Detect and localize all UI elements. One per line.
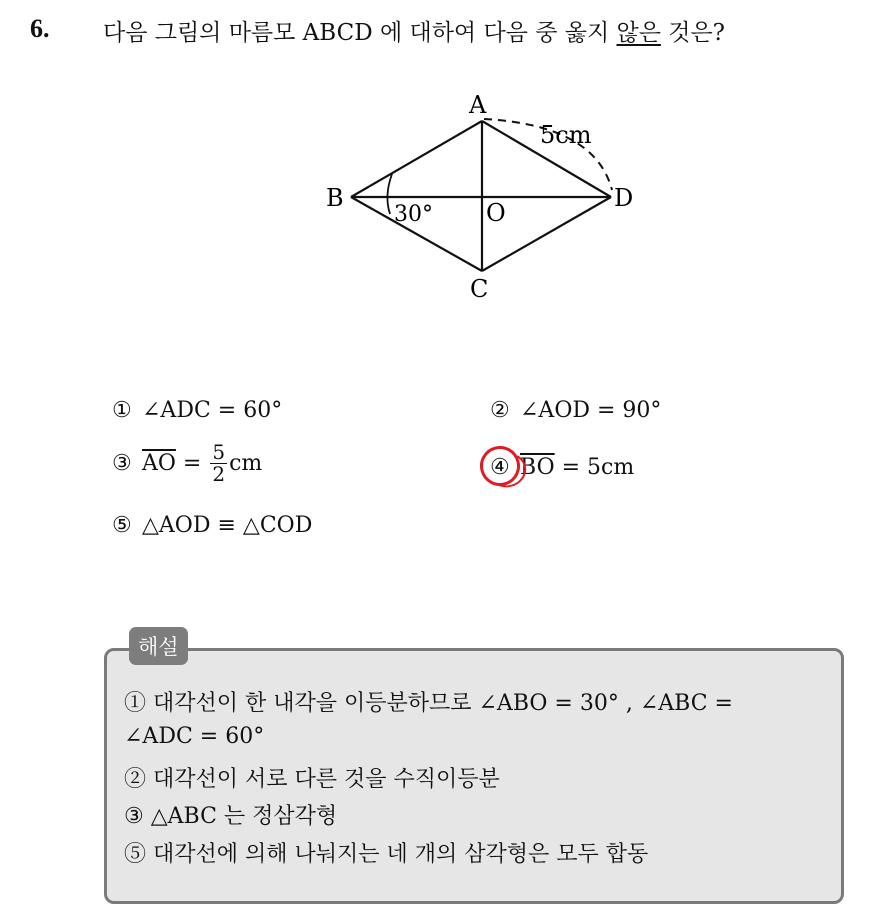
label-side-length: 5cm: [540, 121, 592, 149]
explanation-line-4: ③ △ABC 는 정삼각형: [124, 804, 338, 829]
label-c: C: [470, 275, 489, 303]
option-5-text: △AOD ≡ △COD: [142, 513, 313, 538]
option-3-unit: cm: [229, 451, 263, 476]
question-text-underlined: 않은: [616, 20, 661, 46]
explanation-line-3: ② 대각선이 서로 다른 것을 수직이등분: [124, 767, 500, 792]
option-2-number: ②: [490, 398, 510, 423]
question-text-after: 것은?: [660, 20, 725, 46]
explanation-line-2: ∠ADC = 60°: [124, 724, 265, 749]
option-3[interactable]: [112, 442, 262, 485]
question-number: 6.: [30, 14, 50, 43]
option-3-equals: =: [175, 451, 209, 476]
option-2[interactable]: [490, 398, 661, 423]
question-text-before: 다음 그림의 마름모 ABCD 에 대하여 다음 중 옳지: [103, 20, 617, 46]
option-4-segment: $\overline{BO}$: [520, 455, 555, 480]
option-2-text: ∠AOD = 90°: [520, 398, 662, 423]
question-text: [103, 14, 725, 47]
label-o: O: [486, 199, 506, 227]
option-3-fraction-numerator: 5: [212, 440, 226, 464]
option-4-text: = 5cm: [554, 455, 635, 480]
option-3-segment: $\overline{AO}$: [142, 451, 176, 476]
option-1-text: ∠ADC = 60°: [142, 398, 283, 423]
label-angle: 30°: [394, 202, 433, 227]
option-3-fraction-denominator: 2: [212, 462, 226, 486]
label-d: D: [614, 184, 634, 212]
option-4-number: ④: [490, 455, 510, 480]
option-5-number: ⑤: [112, 513, 132, 538]
label-b: B: [326, 184, 344, 212]
answer-circle-mark: [476, 442, 525, 491]
rhombus-diagram: [300, 85, 660, 315]
option-3-number: ③: [112, 451, 132, 476]
option-1[interactable]: [112, 398, 282, 423]
explanation-tag: 해설: [129, 627, 188, 665]
explanation-line-5: ⑤ 대각선에 의해 나눠지는 네 개의 삼각형은 모두 합동: [124, 842, 649, 867]
angle-arc: [387, 174, 392, 214]
option-5[interactable]: [112, 513, 312, 538]
label-a: A: [469, 91, 487, 119]
option-1-number: ①: [112, 398, 132, 423]
side-ab: [351, 121, 482, 197]
option-3-fraction: [210, 442, 227, 485]
explanation-line-1: ① 대각선이 한 내각을 이등분하므로 ∠ABO = 30° , ∠ABC =: [124, 691, 733, 716]
